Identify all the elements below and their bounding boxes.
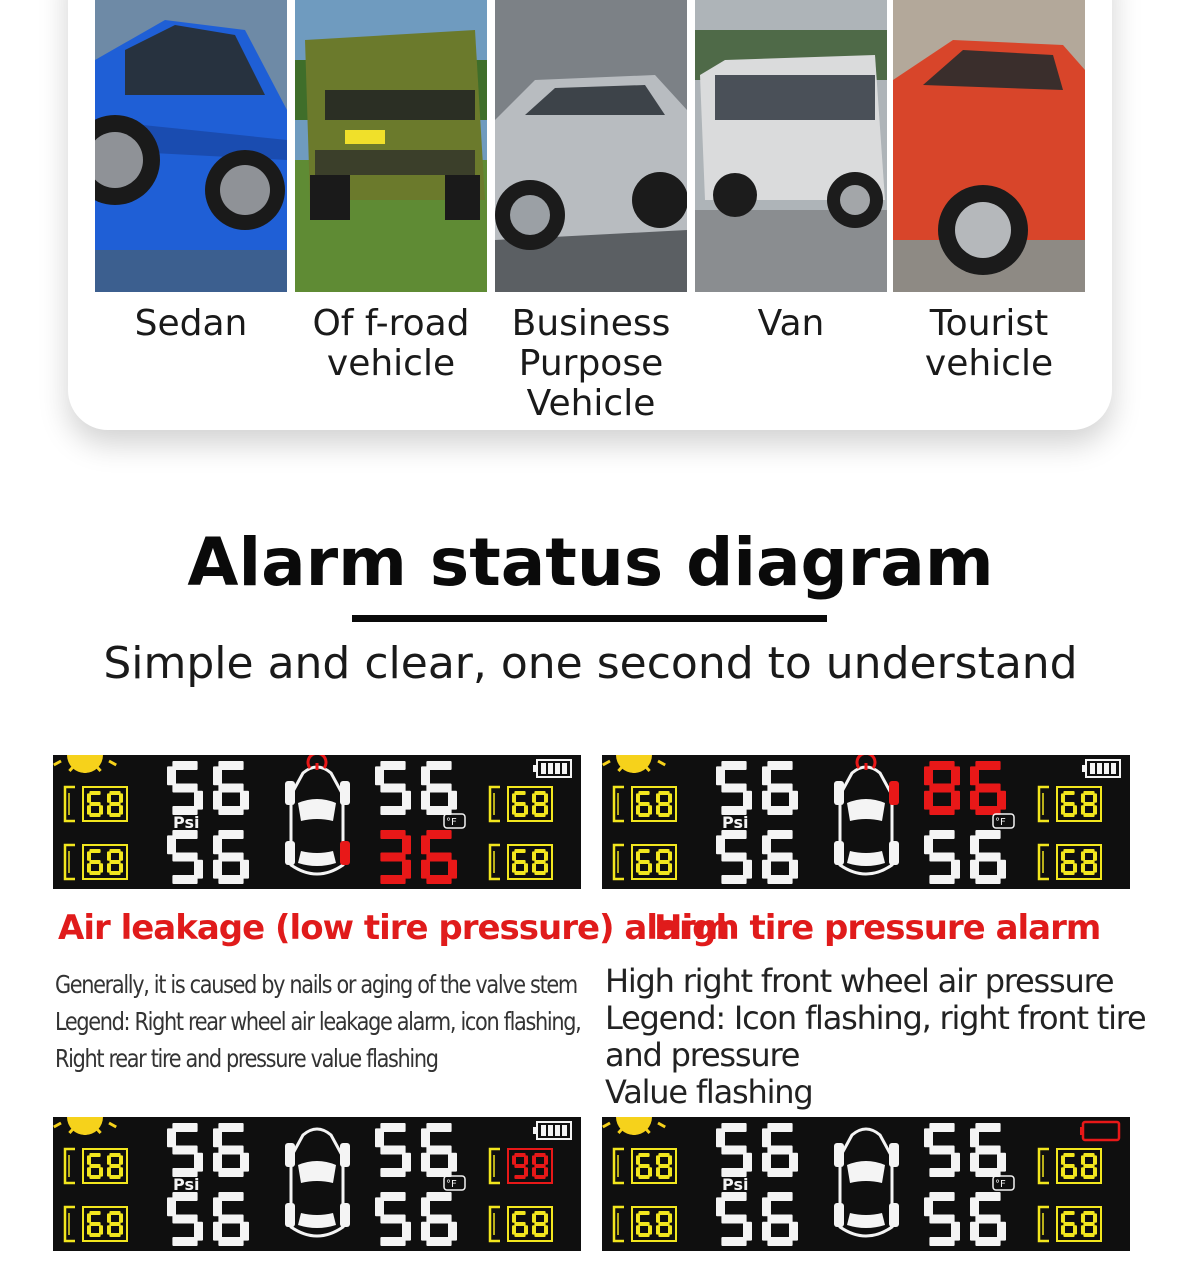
tire-indicator — [889, 781, 899, 805]
temp-digit — [107, 1211, 123, 1237]
tpms-display-low-battery — [602, 1117, 1130, 1251]
temp-digit — [532, 1153, 548, 1179]
tire-indicator — [285, 1203, 295, 1227]
page-title: Alarm status diagram — [187, 524, 994, 601]
alarm-description-high-pressure — [605, 963, 1146, 1111]
sedan-photo — [95, 0, 287, 292]
alarm-title-high-pressure: High tire pressure alarm — [654, 908, 1101, 948]
description-line: Legend: Icon flashing, right front tire — [605, 999, 1146, 1037]
temp-digit — [532, 849, 548, 875]
alarm-title-low-pressure: Air leakage (low tire pressure) alarm — [58, 908, 730, 948]
pressure-digit — [924, 761, 960, 815]
tire-indicator — [285, 781, 295, 805]
vehicle-label: Sedan — [134, 303, 248, 344]
tire-indicator — [285, 841, 295, 865]
temp-digit — [1081, 1153, 1097, 1179]
temp-digit — [107, 1153, 123, 1179]
temp-digit — [1081, 849, 1097, 875]
tire-indicator — [834, 1143, 844, 1167]
vehicle-label: Tourist vehicle — [924, 303, 1054, 384]
temp-digit — [532, 1211, 548, 1237]
tire-indicator — [285, 1143, 295, 1167]
pressure-unit-label: Psi — [173, 1175, 200, 1194]
business-photo — [495, 0, 687, 292]
temp-digit — [656, 1153, 672, 1179]
vehicle-label: Business Purpose Vehicle — [511, 303, 671, 424]
svg-text:°F: °F — [995, 1179, 1006, 1190]
pressure-unit-label: Psi — [173, 813, 200, 832]
svg-text:°F: °F — [446, 1179, 457, 1190]
tire-indicator — [340, 841, 350, 865]
tire-indicator — [834, 781, 844, 805]
tire-indicator — [889, 1143, 899, 1167]
description-line: Right rear tire and pressure value flashing — [55, 1044, 438, 1073]
tourist-photo — [893, 0, 1085, 292]
van-photo — [695, 0, 887, 292]
offroad-photo — [295, 0, 487, 292]
vehicle-label: Of f-road vehicle — [312, 303, 470, 384]
tire-indicator — [889, 1203, 899, 1227]
description-line: and pressure — [605, 1036, 800, 1074]
tpms-display-high-temperature — [53, 1117, 581, 1251]
tire-indicator — [340, 1203, 350, 1227]
temp-digit — [656, 849, 672, 875]
description-line: High right front wheel air pressure — [605, 962, 1114, 1000]
alarm-description-low-pressure — [55, 966, 580, 1077]
page-subtitle: Simple and clear, one second to understand — [103, 638, 1078, 689]
svg-text:°F: °F — [446, 817, 457, 828]
title-underline — [352, 615, 827, 622]
temp-digit — [107, 791, 123, 817]
temp-digit — [1081, 1211, 1097, 1237]
description-line: Legend: Right rear wheel air leakage alarm, icon flashing, — [55, 1007, 581, 1036]
tire-indicator — [834, 841, 844, 865]
tpms-display-low-pressure — [53, 755, 581, 889]
temp-digit — [107, 849, 123, 875]
temp-digit — [1081, 791, 1097, 817]
description-line: Value flashing — [605, 1073, 813, 1111]
vehicle-type-card — [68, 0, 1112, 430]
vehicle-label: Van — [757, 303, 825, 344]
description-line: Generally, it is caused by nails or aging of the valve stem — [55, 970, 577, 999]
pressure-unit-label: Psi — [722, 1175, 749, 1194]
tire-indicator — [340, 1143, 350, 1167]
temp-digit — [656, 791, 672, 817]
temp-digit — [532, 791, 548, 817]
pressure-unit-label: Psi — [722, 813, 749, 832]
svg-text:°F: °F — [995, 817, 1006, 828]
tpms-display-high-pressure — [602, 755, 1130, 889]
temp-digit — [656, 1211, 672, 1237]
tire-indicator — [889, 841, 899, 865]
tire-indicator — [340, 781, 350, 805]
tire-indicator — [834, 1203, 844, 1227]
